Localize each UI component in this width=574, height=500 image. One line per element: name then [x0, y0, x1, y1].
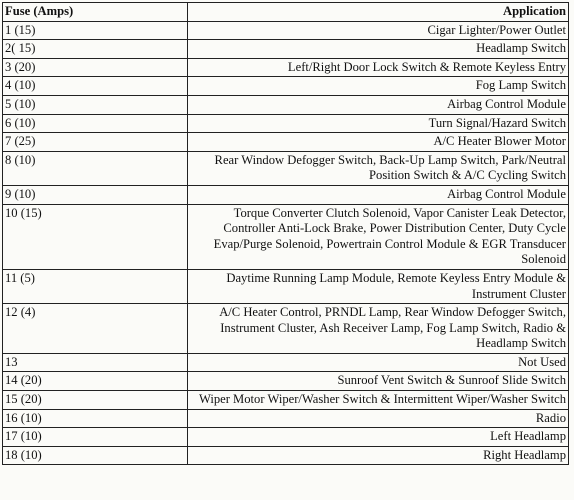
fuse-chart-document	[2, 2, 569, 465]
table-row	[3, 151, 569, 185]
application-column-header: Application	[188, 3, 569, 22]
application-cell: Left Headlamp	[188, 428, 569, 447]
application-cell: Wiper Motor Wiper/Washer Switch & Intermittent Wiper/Washer Switch	[188, 391, 569, 410]
fuse-rating-cell: 3 (20)	[3, 58, 188, 77]
table-row	[3, 269, 569, 303]
fuse-rating-cell: 16 (10)	[3, 409, 188, 428]
application-cell: Radio	[188, 409, 569, 428]
fuse-rating-cell: 5 (10)	[3, 95, 188, 114]
table-row	[3, 204, 569, 269]
fuse-rating-cell: 1 (15)	[3, 21, 188, 40]
fuse-rating-cell: 11 (5)	[3, 269, 188, 303]
table-row	[3, 185, 569, 204]
fuse-column-header: Fuse (Amps)	[3, 3, 188, 22]
fuse-rating-cell: 13	[3, 353, 188, 372]
fuse-rating-cell: 14 (20)	[3, 372, 188, 391]
application-cell: Rear Window Defogger Switch, Back-Up Lamp Switch, Park/Neutral Position Switch & A/C Cycling Switch	[188, 151, 569, 185]
fuse-rating-cell: 18 (10)	[3, 446, 188, 465]
fuse-table-body	[3, 21, 569, 465]
fuse-rating-cell: 12 (4)	[3, 304, 188, 354]
fuse-rating-cell: 2( 15)	[3, 40, 188, 59]
table-row	[3, 114, 569, 133]
table-row	[3, 77, 569, 96]
table-row	[3, 353, 569, 372]
table-row	[3, 372, 569, 391]
table-row	[3, 40, 569, 59]
fuse-rating-cell: 4 (10)	[3, 77, 188, 96]
application-cell: Daytime Running Lamp Module, Remote Keyless Entry Module & Instrument Cluster	[188, 269, 569, 303]
fuse-rating-cell: 17 (10)	[3, 428, 188, 447]
table-row	[3, 304, 569, 354]
application-cell: Not Used	[188, 353, 569, 372]
application-cell: A/C Heater Blower Motor	[188, 133, 569, 152]
application-cell: Sunroof Vent Switch & Sunroof Slide Switch	[188, 372, 569, 391]
application-cell: Airbag Control Module	[188, 185, 569, 204]
application-cell: Fog Lamp Switch	[188, 77, 569, 96]
table-row	[3, 133, 569, 152]
fuse-rating-cell: 9 (10)	[3, 185, 188, 204]
fuse-rating-cell: 10 (15)	[3, 204, 188, 269]
table-row	[3, 428, 569, 447]
fuse-table	[2, 2, 569, 465]
application-cell: Airbag Control Module	[188, 95, 569, 114]
application-cell: Left/Right Door Lock Switch & Remote Keyless Entry	[188, 58, 569, 77]
table-row	[3, 409, 569, 428]
application-cell: Turn Signal/Hazard Switch	[188, 114, 569, 133]
application-cell: Right Headlamp	[188, 446, 569, 465]
table-row	[3, 391, 569, 410]
application-cell: Cigar Lighter/Power Outlet	[188, 21, 569, 40]
table-row	[3, 58, 569, 77]
fuse-rating-cell: 7 (25)	[3, 133, 188, 152]
fuse-rating-cell: 8 (10)	[3, 151, 188, 185]
fuse-rating-cell: 15 (20)	[3, 391, 188, 410]
table-row	[3, 446, 569, 465]
application-cell: A/C Heater Control, PRNDL Lamp, Rear Window Defogger Switch, Instrument Cluster, Ash Receiver Lamp, Fog Lamp Switch, Radio & Headlamp Switch	[188, 304, 569, 354]
table-row	[3, 21, 569, 40]
fuse-rating-cell: 6 (10)	[3, 114, 188, 133]
header-row	[3, 3, 569, 22]
table-row	[3, 95, 569, 114]
application-cell: Headlamp Switch	[188, 40, 569, 59]
application-cell: Torque Converter Clutch Solenoid, Vapor Canister Leak Detector, Controller Anti-Lock Brake, Power Distribution Center, Duty Cycle Evap/Purge Solenoid, Powertrain Control Module & EGR Transducer Solenoid	[188, 204, 569, 269]
